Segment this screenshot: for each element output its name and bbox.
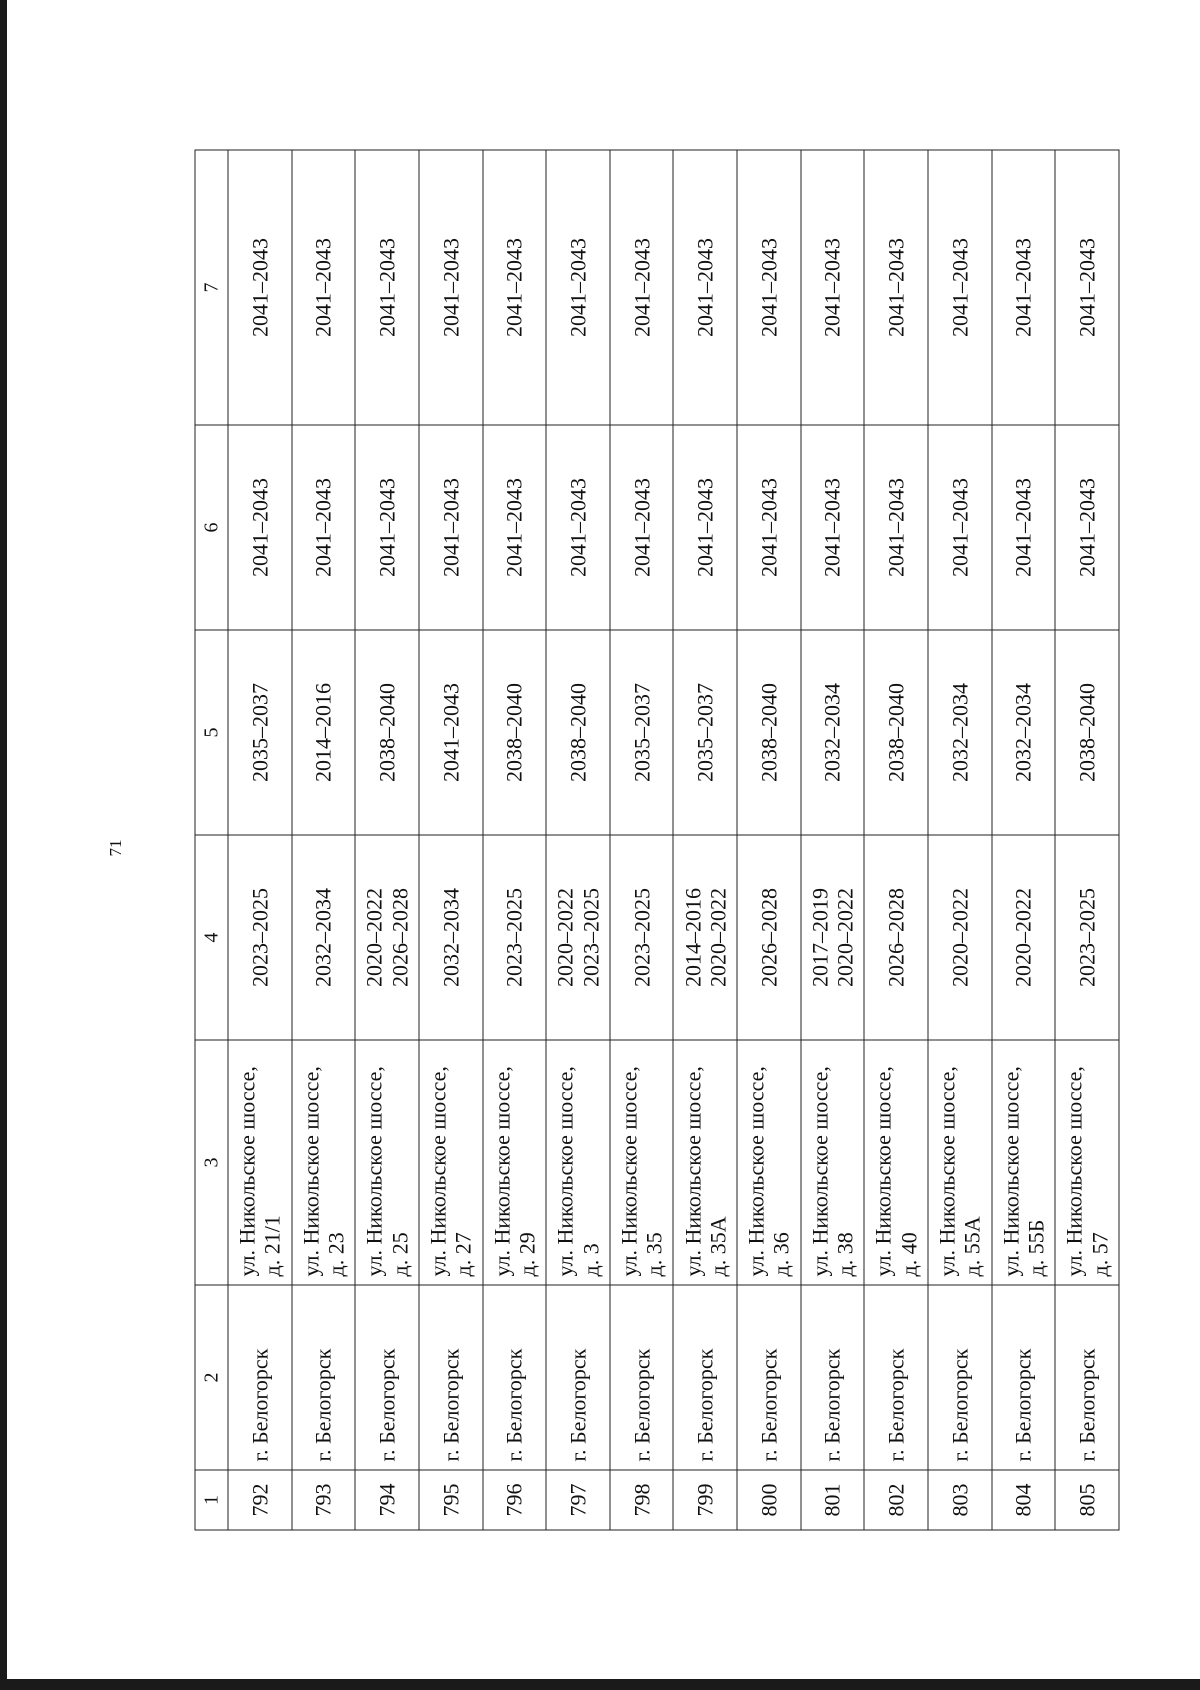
city-cell: г. Белогорск [228,1285,292,1470]
table-row [228,150,292,1530]
address-cell [991,1040,1055,1285]
period-cell-col5: 2014–2016 [291,630,355,835]
period-cell-col6: 2041–2043 [1055,425,1119,630]
period-cell-col6: 2041–2043 [609,425,673,630]
period-value: 2020–2022 [704,887,730,987]
column-header: 6 [195,425,228,630]
address-cell [928,1040,992,1285]
address-cell [418,1040,482,1285]
row-number-cell: 798 [609,1470,673,1530]
address-street: ул. Никольское шоссе, [552,1065,578,1276]
address-cell [1055,1040,1119,1285]
period-cell-col6: 2041–2043 [355,425,419,630]
period-value: 2020–2022 [552,887,578,987]
city-cell: г. Белогорск [609,1285,673,1470]
address-cell [228,1040,292,1285]
column-header: 1 [195,1470,228,1530]
period-cell-col5: 2038–2040 [1055,630,1119,835]
period-cell-col4 [864,835,928,1040]
scan-edge-bottom [0,1679,1200,1690]
period-cell-col7: 2041–2043 [228,150,292,425]
row-number-cell: 793 [291,1470,355,1530]
period-cell-col4 [228,835,292,1040]
city-cell: г. Белогорск [355,1285,419,1470]
period-value: 2026–2028 [883,887,909,987]
period-cell-col4 [546,835,610,1040]
address-street: ул. Никольское шоссе, [806,1065,832,1276]
period-cell-col5: 2038–2040 [737,630,801,835]
period-cell-col6: 2041–2043 [737,425,801,630]
table-row [864,150,928,1530]
city-cell: г. Белогорск [737,1285,801,1470]
period-cell-col7: 2041–2043 [864,150,928,425]
row-number-cell: 801 [800,1470,864,1530]
address-street: ул. Никольское шоссе, [297,1065,323,1276]
city-cell: г. Белогорск [546,1285,610,1470]
period-cell-col7: 2041–2043 [991,150,1055,425]
address-house: д. 21/1 [259,1214,285,1276]
period-cell-col7: 2041–2043 [673,150,737,425]
address-house: д. 55А [959,1215,985,1276]
period-value: 2020–2022 [361,887,387,987]
period-cell-col4 [355,835,419,1040]
period-cell-col5: 2038–2040 [546,630,610,835]
address-street: ул. Никольское шоссе, [615,1065,641,1276]
address-street: ул. Никольское шоссе, [488,1065,514,1276]
column-header: 2 [195,1285,228,1470]
address-street: ул. Никольское шоссе, [934,1065,960,1276]
city-cell: г. Белогорск [864,1285,928,1470]
table-row [737,150,801,1530]
table-row [546,150,610,1530]
address-street: ул. Никольское шоссе, [870,1065,896,1276]
housing-schedule-table [194,149,1119,1530]
period-cell-col6: 2041–2043 [291,425,355,630]
address-house: д. 40 [895,1231,921,1276]
period-cell-col7: 2041–2043 [800,150,864,425]
address-house: д. 25 [386,1231,412,1276]
row-number-cell: 799 [673,1470,737,1530]
period-cell-col4 [737,835,801,1040]
address-house: д. 23 [322,1231,348,1276]
period-cell-col5: 2035–2037 [609,630,673,835]
address-cell [291,1040,355,1285]
row-number-cell: 800 [737,1470,801,1530]
period-cell-col5: 2035–2037 [673,630,737,835]
address-house: д. 3 [577,1242,603,1276]
period-cell-col4 [482,835,546,1040]
address-cell [355,1040,419,1285]
column-header: 3 [195,1040,228,1285]
period-cell-col5: 2032–2034 [800,630,864,835]
row-number-cell: 805 [1055,1470,1119,1530]
period-cell-col6: 2041–2043 [418,425,482,630]
period-cell-col6: 2041–2043 [991,425,1055,630]
period-cell-col5: 2032–2034 [991,630,1055,835]
table-row [800,150,864,1530]
address-cell [546,1040,610,1285]
period-cell-col6: 2041–2043 [482,425,546,630]
city-cell: г. Белогорск [1055,1285,1119,1470]
table-row [482,150,546,1530]
address-street: ул. Никольское шоссе, [679,1065,705,1276]
row-number-cell: 804 [991,1470,1055,1530]
period-value: 2023–2025 [577,887,603,987]
period-cell-col7: 2041–2043 [418,150,482,425]
address-house: д. 55Б [1023,1219,1048,1276]
city-cell: г. Белогорск [418,1285,482,1470]
period-cell-col4 [1055,835,1119,1040]
address-house: д. 35А [704,1215,730,1276]
period-cell-col7: 2041–2043 [1055,150,1119,425]
period-value: 2032–2034 [310,887,336,987]
address-house: д. 36 [768,1231,794,1276]
address-street: ул. Никольское шоссе, [997,1065,1023,1276]
row-number-cell: 794 [355,1470,419,1530]
table-header-row [195,150,228,1530]
period-cell-col6: 2041–2043 [546,425,610,630]
address-cell [673,1040,737,1285]
address-street: ул. Никольское шоссе, [1061,1065,1087,1276]
period-cell-col7: 2041–2043 [355,150,419,425]
row-number-cell: 802 [864,1470,928,1530]
period-cell-col5: 2038–2040 [482,630,546,835]
address-street: ул. Никольское шоссе, [424,1065,450,1276]
row-number-cell: 803 [928,1470,992,1530]
period-cell-col7: 2041–2043 [609,150,673,425]
period-cell-col5: 2032–2034 [928,630,992,835]
table-container [194,150,1119,1530]
page-number: 71 [106,839,125,857]
table-row [1055,150,1119,1530]
city-cell: г. Белогорск [291,1285,355,1470]
period-cell-col6: 2041–2043 [864,425,928,630]
city-cell: г. Белогорск [673,1285,737,1470]
period-cell-col7: 2041–2043 [482,150,546,425]
period-cell-col4 [928,835,992,1040]
period-cell-col7: 2041–2043 [291,150,355,425]
period-value: 2023–2025 [1074,887,1100,987]
period-cell-col4 [991,835,1055,1040]
column-header: 5 [195,630,228,835]
period-cell-col6: 2041–2043 [928,425,992,630]
city-cell: г. Белогорск [800,1285,864,1470]
address-cell [800,1040,864,1285]
period-value: 2023–2025 [628,887,654,987]
address-house: д. 27 [450,1231,476,1276]
address-street: ул. Никольское шоссе, [743,1065,769,1276]
address-street: ул. Никольское шоссе, [361,1065,387,1276]
table-row [991,150,1055,1530]
period-cell-col7: 2041–2043 [737,150,801,425]
address-cell [609,1040,673,1285]
period-cell-col5: 2041–2043 [418,630,482,835]
period-value: 2026–2028 [755,887,781,987]
city-cell: г. Белогорск [482,1285,546,1470]
period-cell-col5: 2038–2040 [355,630,419,835]
period-value: 2020–2022 [1010,887,1036,987]
period-cell-col5: 2038–2040 [864,630,928,835]
address-house: д. 57 [1086,1231,1112,1276]
scan-edge-left [0,0,7,1690]
address-house: д. 29 [513,1231,539,1276]
address-cell [482,1040,546,1285]
rotated-table-frame [194,150,1119,1530]
period-cell-col4 [291,835,355,1040]
period-cell-col4 [673,835,737,1040]
period-cell-col4 [609,835,673,1040]
period-cell-col7: 2041–2043 [928,150,992,425]
column-header: 7 [195,150,228,425]
period-cell-col6: 2041–2043 [673,425,737,630]
address-house: д. 35 [641,1231,667,1276]
table-row [355,150,419,1530]
period-value: 2020–2022 [832,887,858,987]
row-number-cell: 792 [228,1470,292,1530]
city-cell: г. Белогорск [991,1285,1055,1470]
period-cell-col7: 2041–2043 [546,150,610,425]
period-value: 2023–2025 [246,887,272,987]
address-cell [737,1040,801,1285]
table-row [673,150,737,1530]
row-number-cell: 795 [418,1470,482,1530]
period-cell-col4 [800,835,864,1040]
column-header: 4 [195,835,228,1040]
period-value: 2017–2019 [806,887,832,987]
row-number-cell: 797 [546,1470,610,1530]
period-value: 2026–2028 [386,887,412,987]
period-cell-col5: 2035–2037 [228,630,292,835]
address-cell [864,1040,928,1285]
period-cell-col6: 2041–2043 [228,425,292,630]
row-number-cell: 796 [482,1470,546,1530]
table-row [609,150,673,1530]
address-house: д. 38 [832,1231,858,1276]
period-value: 2014–2016 [679,887,705,987]
period-value: 2023–2025 [501,887,527,987]
address-street: ул. Никольское шоссе, [234,1065,260,1276]
period-cell-col6: 2041–2043 [800,425,864,630]
table-row [291,150,355,1530]
period-value: 2032–2034 [437,887,463,987]
period-cell-col4 [418,835,482,1040]
table-body [228,150,1119,1530]
table-row [418,150,482,1530]
table-row [928,150,992,1530]
city-cell: г. Белогорск [928,1285,992,1470]
period-value: 2020–2022 [946,887,972,987]
